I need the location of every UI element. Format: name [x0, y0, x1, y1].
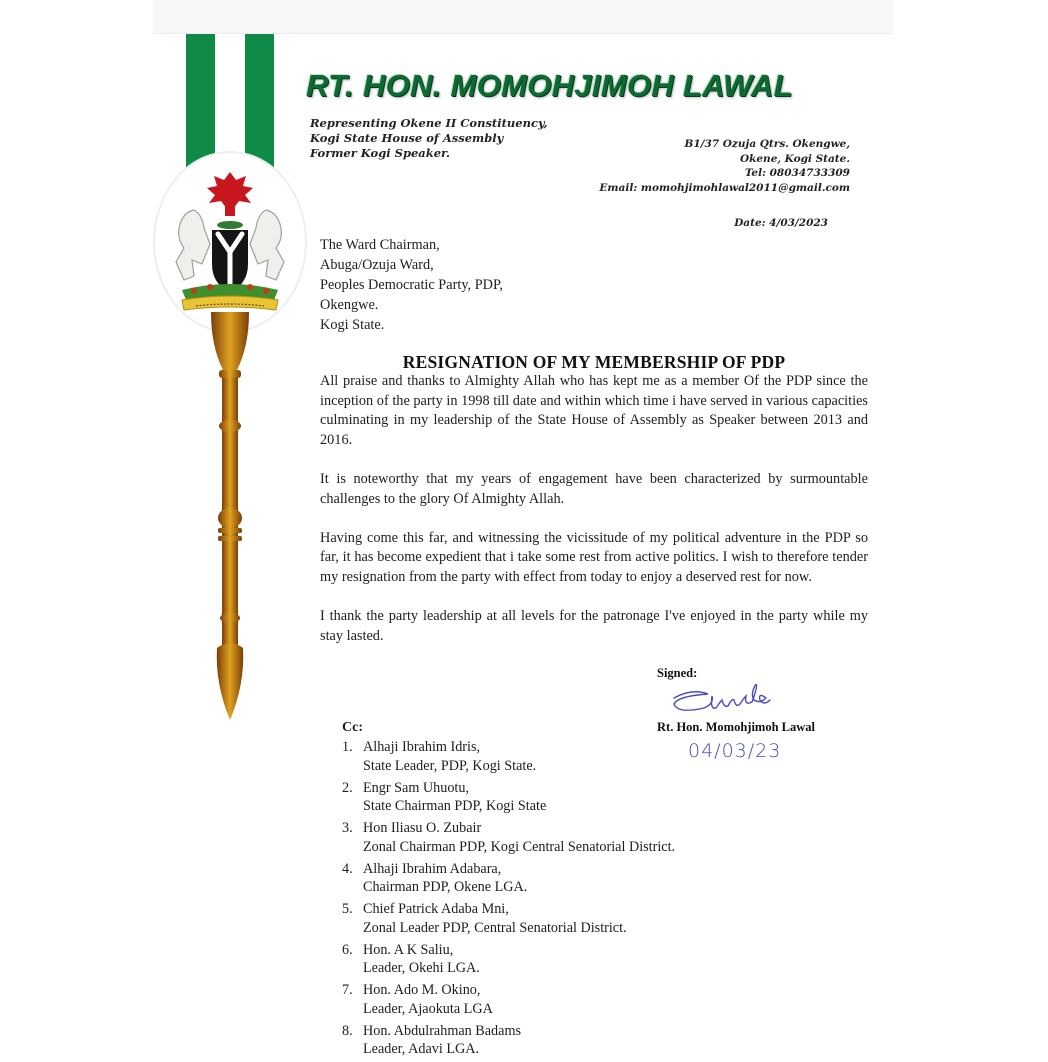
- body-paragraph: It is noteworthy that my years of engagement have been characterized by surmountable challenges to the glory Of Almighty Allah.: [320, 470, 868, 507]
- cc-label: Cc:: [342, 720, 363, 735]
- cc-number: 5.: [342, 901, 353, 917]
- letter-heading: RESIGNATION OF MY MEMBERSHIP OF PDP: [402, 352, 786, 372]
- cc-number: 1.: [342, 739, 353, 755]
- signatory-name: Rt. Hon. Momohjimoh Lawal: [657, 720, 815, 734]
- cc-number: 3.: [342, 820, 353, 836]
- addressee-line: Peoples Democratic Party, PDP,: [320, 277, 503, 293]
- letterhead-address: [599, 137, 850, 195]
- cc-name: Alhaji Ibrahim Idris,: [363, 739, 481, 755]
- letter-body: [320, 372, 868, 666]
- cc-name: Hon Iliasu O. Zubair: [363, 820, 482, 836]
- cc-item: [342, 1022, 675, 1059]
- addressee-block: [320, 235, 503, 335]
- cc-item: [342, 779, 675, 816]
- mace-icon: [200, 308, 260, 723]
- credential-line: Kogi State House of Assembly: [310, 131, 504, 145]
- cc-name: Alhaji Ibrahim Adabara,: [363, 860, 502, 877]
- cc-item: [342, 941, 675, 978]
- body-paragraph: I thank the party leadership at all levels for the patronage I've enjoyed in the party while my stay lasted.: [320, 608, 868, 644]
- addressee-line: The Ward Chairman,: [320, 237, 440, 253]
- cc-name: Hon. A K Saliu,: [363, 941, 454, 958]
- cc-number: 6.: [342, 941, 353, 958]
- body-paragraph: All praise and thanks to Almighty Allah who has kept me as a member Of the PDP since the inception of the party in 1998 till date and within which time i have served in various capacities culminating in my leadership of the State House of Assembly as Speaker between 2013 and 2016.: [320, 373, 868, 448]
- cc-role: Leader, Ajaokuta LGA: [363, 1000, 493, 1017]
- cc-name: Hon. Abdulrahman Badams: [363, 1022, 522, 1039]
- cc-role: Zonal Chairman PDP, Kogi Central Senatorial District.: [363, 838, 676, 855]
- cc-item: [342, 860, 675, 897]
- cc-list: [342, 738, 675, 1062]
- cc-role: Chairman PDP, Okene LGA.: [363, 879, 528, 895]
- letterhead-credentials: [310, 116, 548, 161]
- body-paragraph: Having come this far, and witnessing the vicissitude of my political adventure in the PDP so far, it has become expedient that i take some rest from active politics. I wish to therefore tender my resignation from the party with effect from today to enjoy a deserved rest for now.: [320, 529, 868, 585]
- handwritten-signature-icon: [668, 684, 818, 720]
- top-strip: [153, 0, 893, 34]
- letterhead-title: RT. HON. MOMOHJIMOH LAWAL: [306, 68, 793, 103]
- cc-name: Engr Sam Uhuotu,: [363, 779, 470, 796]
- cc-item: [342, 738, 675, 775]
- addressee-line: Kogi State.: [320, 317, 385, 333]
- cc-role: State Leader, PDP, Kogi State.: [363, 757, 537, 774]
- cc-role: State Chairman PDP, Kogi State: [363, 798, 547, 814]
- cc-number: 7.: [342, 982, 353, 998]
- cc-name: Hon. Ado M. Okino,: [363, 982, 481, 998]
- cc-number: 4.: [342, 860, 353, 877]
- cc-item: [342, 981, 675, 1018]
- cc-item: [342, 819, 675, 856]
- handwritten-date: 04/03/23: [688, 740, 782, 762]
- email-line: Email: momohjimohlawal2011@gmail.com: [599, 181, 850, 194]
- cc-name: Chief Patrick Adaba Mni,: [363, 901, 509, 917]
- cc-number: 8.: [342, 1022, 353, 1039]
- addressee-line: Okengwe.: [320, 297, 379, 313]
- cc-number: 2.: [342, 779, 353, 796]
- address-line: Okene, Kogi State.: [739, 152, 850, 165]
- cc-item: [342, 900, 675, 937]
- cc-role: Leader, Adavi LGA.: [363, 1041, 480, 1057]
- signed-label: Signed:: [657, 666, 698, 680]
- cc-role: Leader, Okehi LGA.: [363, 960, 480, 976]
- cc-role: Zonal Leader PDP, Central Senatorial District.: [363, 919, 627, 936]
- addressee-line: Abuga/Ozuja Ward,: [320, 257, 434, 273]
- address-line: B1/37 Ozuja Qtrs. Okengwe,: [684, 138, 850, 150]
- credential-line: Representing Okene II Constituency,: [310, 116, 548, 130]
- letter-date: Date: 4/03/2023: [734, 217, 828, 229]
- phone-line: Tel: 08034733309: [744, 167, 850, 179]
- credential-line: Former Kogi Speaker.: [310, 146, 451, 160]
